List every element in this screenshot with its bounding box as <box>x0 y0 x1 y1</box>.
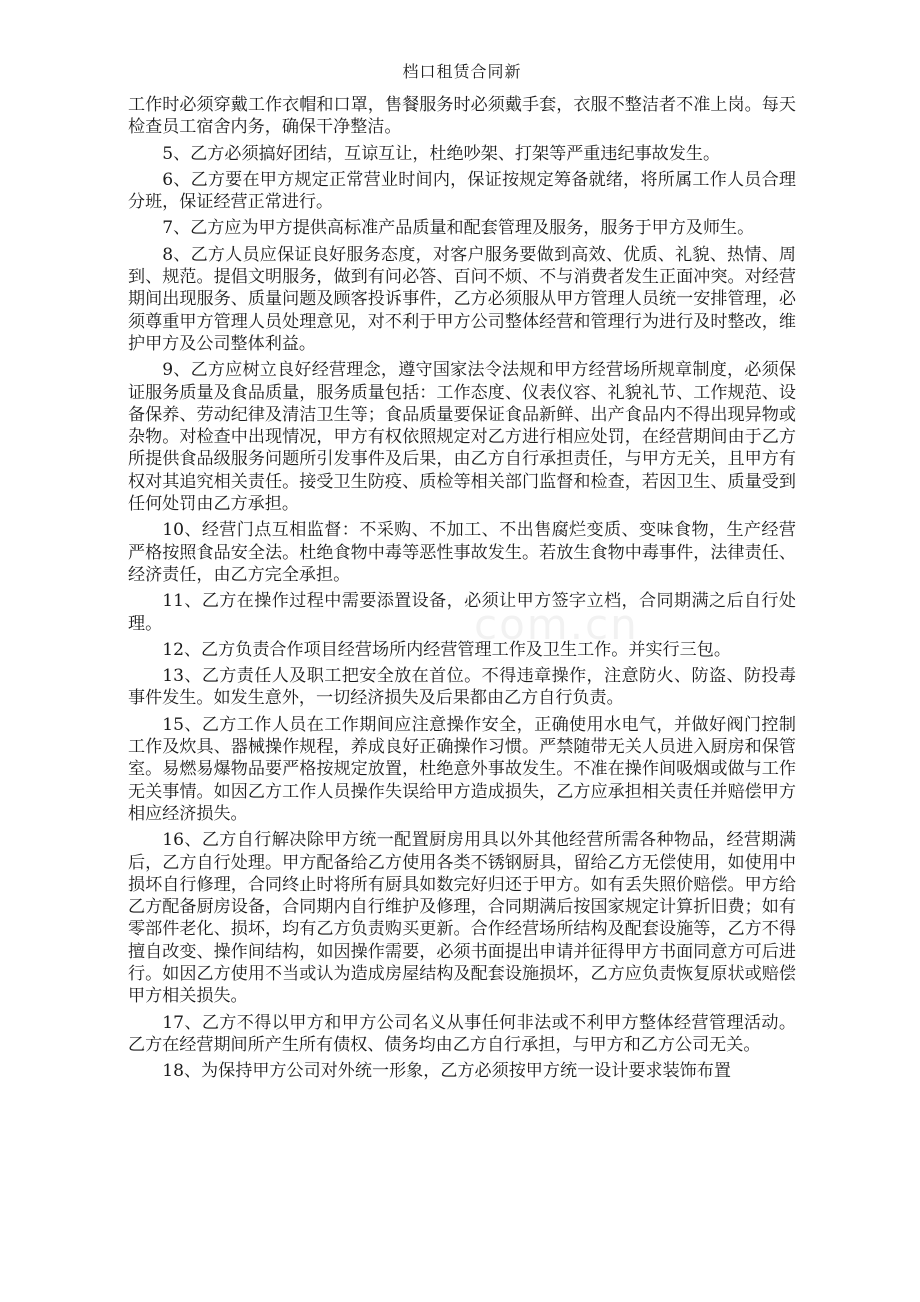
paragraph: 7、乙方应为甲方提供高标准产品质量和配套管理及服务，服务于甲方及师生。 <box>162 218 755 239</box>
document-body <box>128 94 796 1082</box>
paragraph: 12、乙方负责合作项目经营场所内经营管理工作及卫生工作。并实行三包。 <box>162 639 731 660</box>
paragraph: 5、乙方必须搞好团结，互谅互让，杜绝吵架、打架等严重违纪事故发生。 <box>162 143 721 164</box>
paragraph: 17、乙方不得以甲方和甲方公司名义从事任何非法或不利甲方整体经营管理活动。乙方在经营期间所产生所有债权、债务均由乙方自行承担，与甲方和乙方公司无关。 <box>128 1012 796 1055</box>
paragraph: 10、经营门点互相监督：不采购、不加工、不出售腐烂变质、变味食物，生产经营严格按照食品安全法。杜绝食物中毒等恶性事故发生。若放生食物中毒事件，法律责任、经济责任，由乙方完全承担。 <box>128 520 796 585</box>
paragraph: 工作时必须穿戴工作衣帽和口罩，售餐服务时必须戴手套，衣服不整洁者不准上岗。每天检查员工宿舍内务，确保干净整洁。 <box>128 95 796 138</box>
paragraph: 9、乙方应树立良好经营理念，遵守国家法令法规和甲方经营场所规章制度，必须保证服务质量及食品质量，服务质量包括：工作态度、仪表仪容、礼貌礼节、工作规范、设备保养、劳动纪律及清洁卫生等；食品质量要保证食品新鲜、出产食品内不得出现异物或杂物。对检查中出现情况，甲方有权依照规定对乙方进行相应处罚，在经营期间由于乙方所提供食品级服务问题所引发事件及后果，由乙方自行承担责任，与甲方无关，且甲方有权对其追究相关责任。接受卫生防疫、质检等相关部门监督和检查，若因卫生、质量受到任何处罚由乙方承担。 <box>128 360 796 515</box>
paragraph: 11、乙方在操作过程中需要添置设备，必须让甲方签字立档，合同期满之后自行处理。 <box>128 591 796 634</box>
paragraph: 8、乙方人员应保证良好服务态度，对客户服务要做到高效、优质、礼貌、热情、周到、规范。提倡文明服务，做到有问必答、百问不烦、不与消费者发生正面冲突。对经营期间出现服务、质量问题及顾客投诉事件，乙方必须服从甲方管理人员统一安排管理，必须尊重甲方管理人员处理意见，对不利于甲方公司整体经营和管理行为进行及时整改，维护甲方及公司整体利益。 <box>128 244 796 354</box>
paragraph: 6、乙方要在甲方规定正常营业时间内，保证按规定筹备就绪，将所属工作人员合理分班，保证经营正常进行。 <box>128 169 796 213</box>
paragraph: 13、乙方责任人及职工把安全放在首位。不得违章操作，注意防火、防盗、防投毒事件发生。如发生意外，一切经济损失及后果都由乙方自行负责。 <box>128 666 796 709</box>
watermark-text: com.cn <box>474 600 639 649</box>
paragraph: 18、为保持甲方公司对外统一形象，乙方必须按甲方统一设计要求装饰布置 <box>162 1061 731 1082</box>
page-header-title: 档口租赁合同新 <box>402 62 522 81</box>
paragraph: 16、乙方自行解决除甲方统一配置厨房用具以外其他经营所需各种物品，经营期满后，乙方自行处理。甲方配备给乙方使用各类不锈钢厨具，留给乙方无偿使用，如使用中损坏自行修理，合同终止时将所有厨具如数完好归还于甲方。如有丢失照价赔偿。甲方给乙方配备厨房设备，合同期内自行维护及修理，合同期满后按国家规定计算折旧费；如有零部件老化、损坏，均有乙方负责购买更新。合作经营场所结构及配套设施等，乙方不得擅自改变、操作间结构，如因操作需要，必须书面提出申请并征得甲方书面同意方可后进行。如因乙方使用不当或认为造成房屋结构及配套设施损坏，乙方应负责恢复原状或赔偿甲方相关损失。 <box>128 830 796 1007</box>
paragraph: 15、乙方工作人员在工作期间应注意操作安全，正确使用水电气，并做好阀门控制工作及炊具、器械操作规程，养成良好正确操作习惯。严禁随带无关人员进入厨房和保管室。易燃易爆物品要严格按规定放置，杜绝意外事故发生。不准在操作间吸烟或做与工作无关事情。如因乙方工作人员操作失误给甲方造成损失，乙方应承担相关责任并赔偿甲方相应经济损失。 <box>128 714 796 824</box>
